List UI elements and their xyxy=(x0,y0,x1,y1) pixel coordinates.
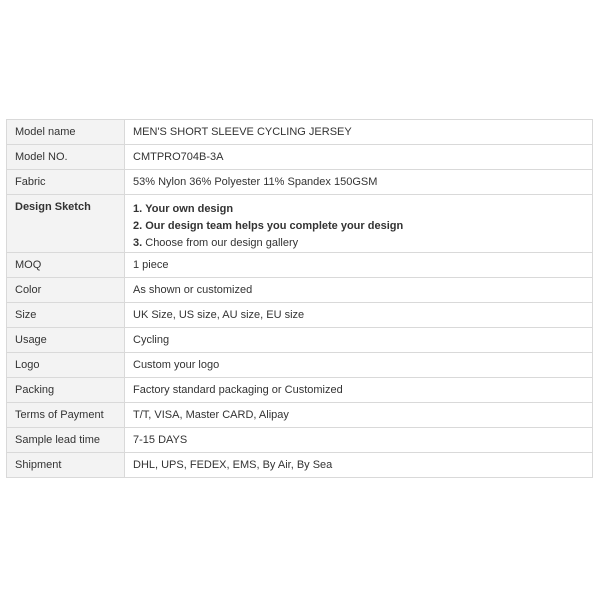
design-option-number: 1. xyxy=(133,203,143,215)
row-value-design-sketch xyxy=(125,195,593,253)
row-label-moq: MOQ xyxy=(7,253,125,278)
table-row xyxy=(7,120,593,145)
row-label-usage: Usage xyxy=(7,328,125,353)
row-value-sample-lead-time: 7-15 DAYS xyxy=(125,428,593,453)
table-row xyxy=(7,453,593,478)
row-value-packing: Factory standard packaging or Customized xyxy=(125,378,593,403)
row-label-size: Size xyxy=(7,303,125,328)
table-row xyxy=(7,278,593,303)
table-row xyxy=(7,428,593,453)
row-label-design-sketch: Design Sketch xyxy=(7,195,125,253)
row-value-model-name: MEN'S SHORT SLEEVE CYCLING JERSEY xyxy=(125,120,593,145)
design-option-text: Our design team helps you complete your design xyxy=(145,220,404,232)
design-option xyxy=(133,201,584,218)
row-label-logo: Logo xyxy=(7,353,125,378)
table-row xyxy=(7,378,593,403)
row-label-fabric: Fabric xyxy=(7,170,125,195)
row-label-color: Color xyxy=(7,278,125,303)
design-option-number: 3. xyxy=(133,237,143,249)
row-value-terms-of-payment: T/T, VISA, Master CARD, Alipay xyxy=(125,403,593,428)
table-row xyxy=(7,195,593,253)
table-row xyxy=(7,170,593,195)
table-row xyxy=(7,353,593,378)
table-row xyxy=(7,145,593,170)
row-label-shipment: Shipment xyxy=(7,453,125,478)
row-value-logo: Custom your logo xyxy=(125,353,593,378)
design-option xyxy=(133,235,584,252)
product-spec-table xyxy=(6,119,593,478)
row-label-model-no: Model NO. xyxy=(7,145,125,170)
row-value-shipment: DHL, UPS, FEDEX, EMS, By Air, By Sea xyxy=(125,453,593,478)
row-label-sample-lead-time: Sample lead time xyxy=(7,428,125,453)
row-value-model-no: CMTPRO704B-3A xyxy=(125,145,593,170)
row-value-size: UK Size, US size, AU size, EU size xyxy=(125,303,593,328)
row-value-fabric: 53% Nylon 36% Polyester 11% Spandex 150GSM xyxy=(125,170,593,195)
design-option xyxy=(133,218,584,235)
row-label-model-name: Model name xyxy=(7,120,125,145)
row-value-usage: Cycling xyxy=(125,328,593,353)
table-row xyxy=(7,303,593,328)
row-value-color: As shown or customized xyxy=(125,278,593,303)
row-label-terms-of-payment: Terms of Payment xyxy=(7,403,125,428)
table-row xyxy=(7,403,593,428)
table-row xyxy=(7,328,593,353)
table-row xyxy=(7,253,593,278)
row-value-moq: 1 piece xyxy=(125,253,593,278)
row-label-packing: Packing xyxy=(7,378,125,403)
design-option-text: Choose from our design gallery xyxy=(145,237,299,249)
design-option-number: 2. xyxy=(133,220,143,232)
design-option-text: Your own design xyxy=(145,203,234,215)
